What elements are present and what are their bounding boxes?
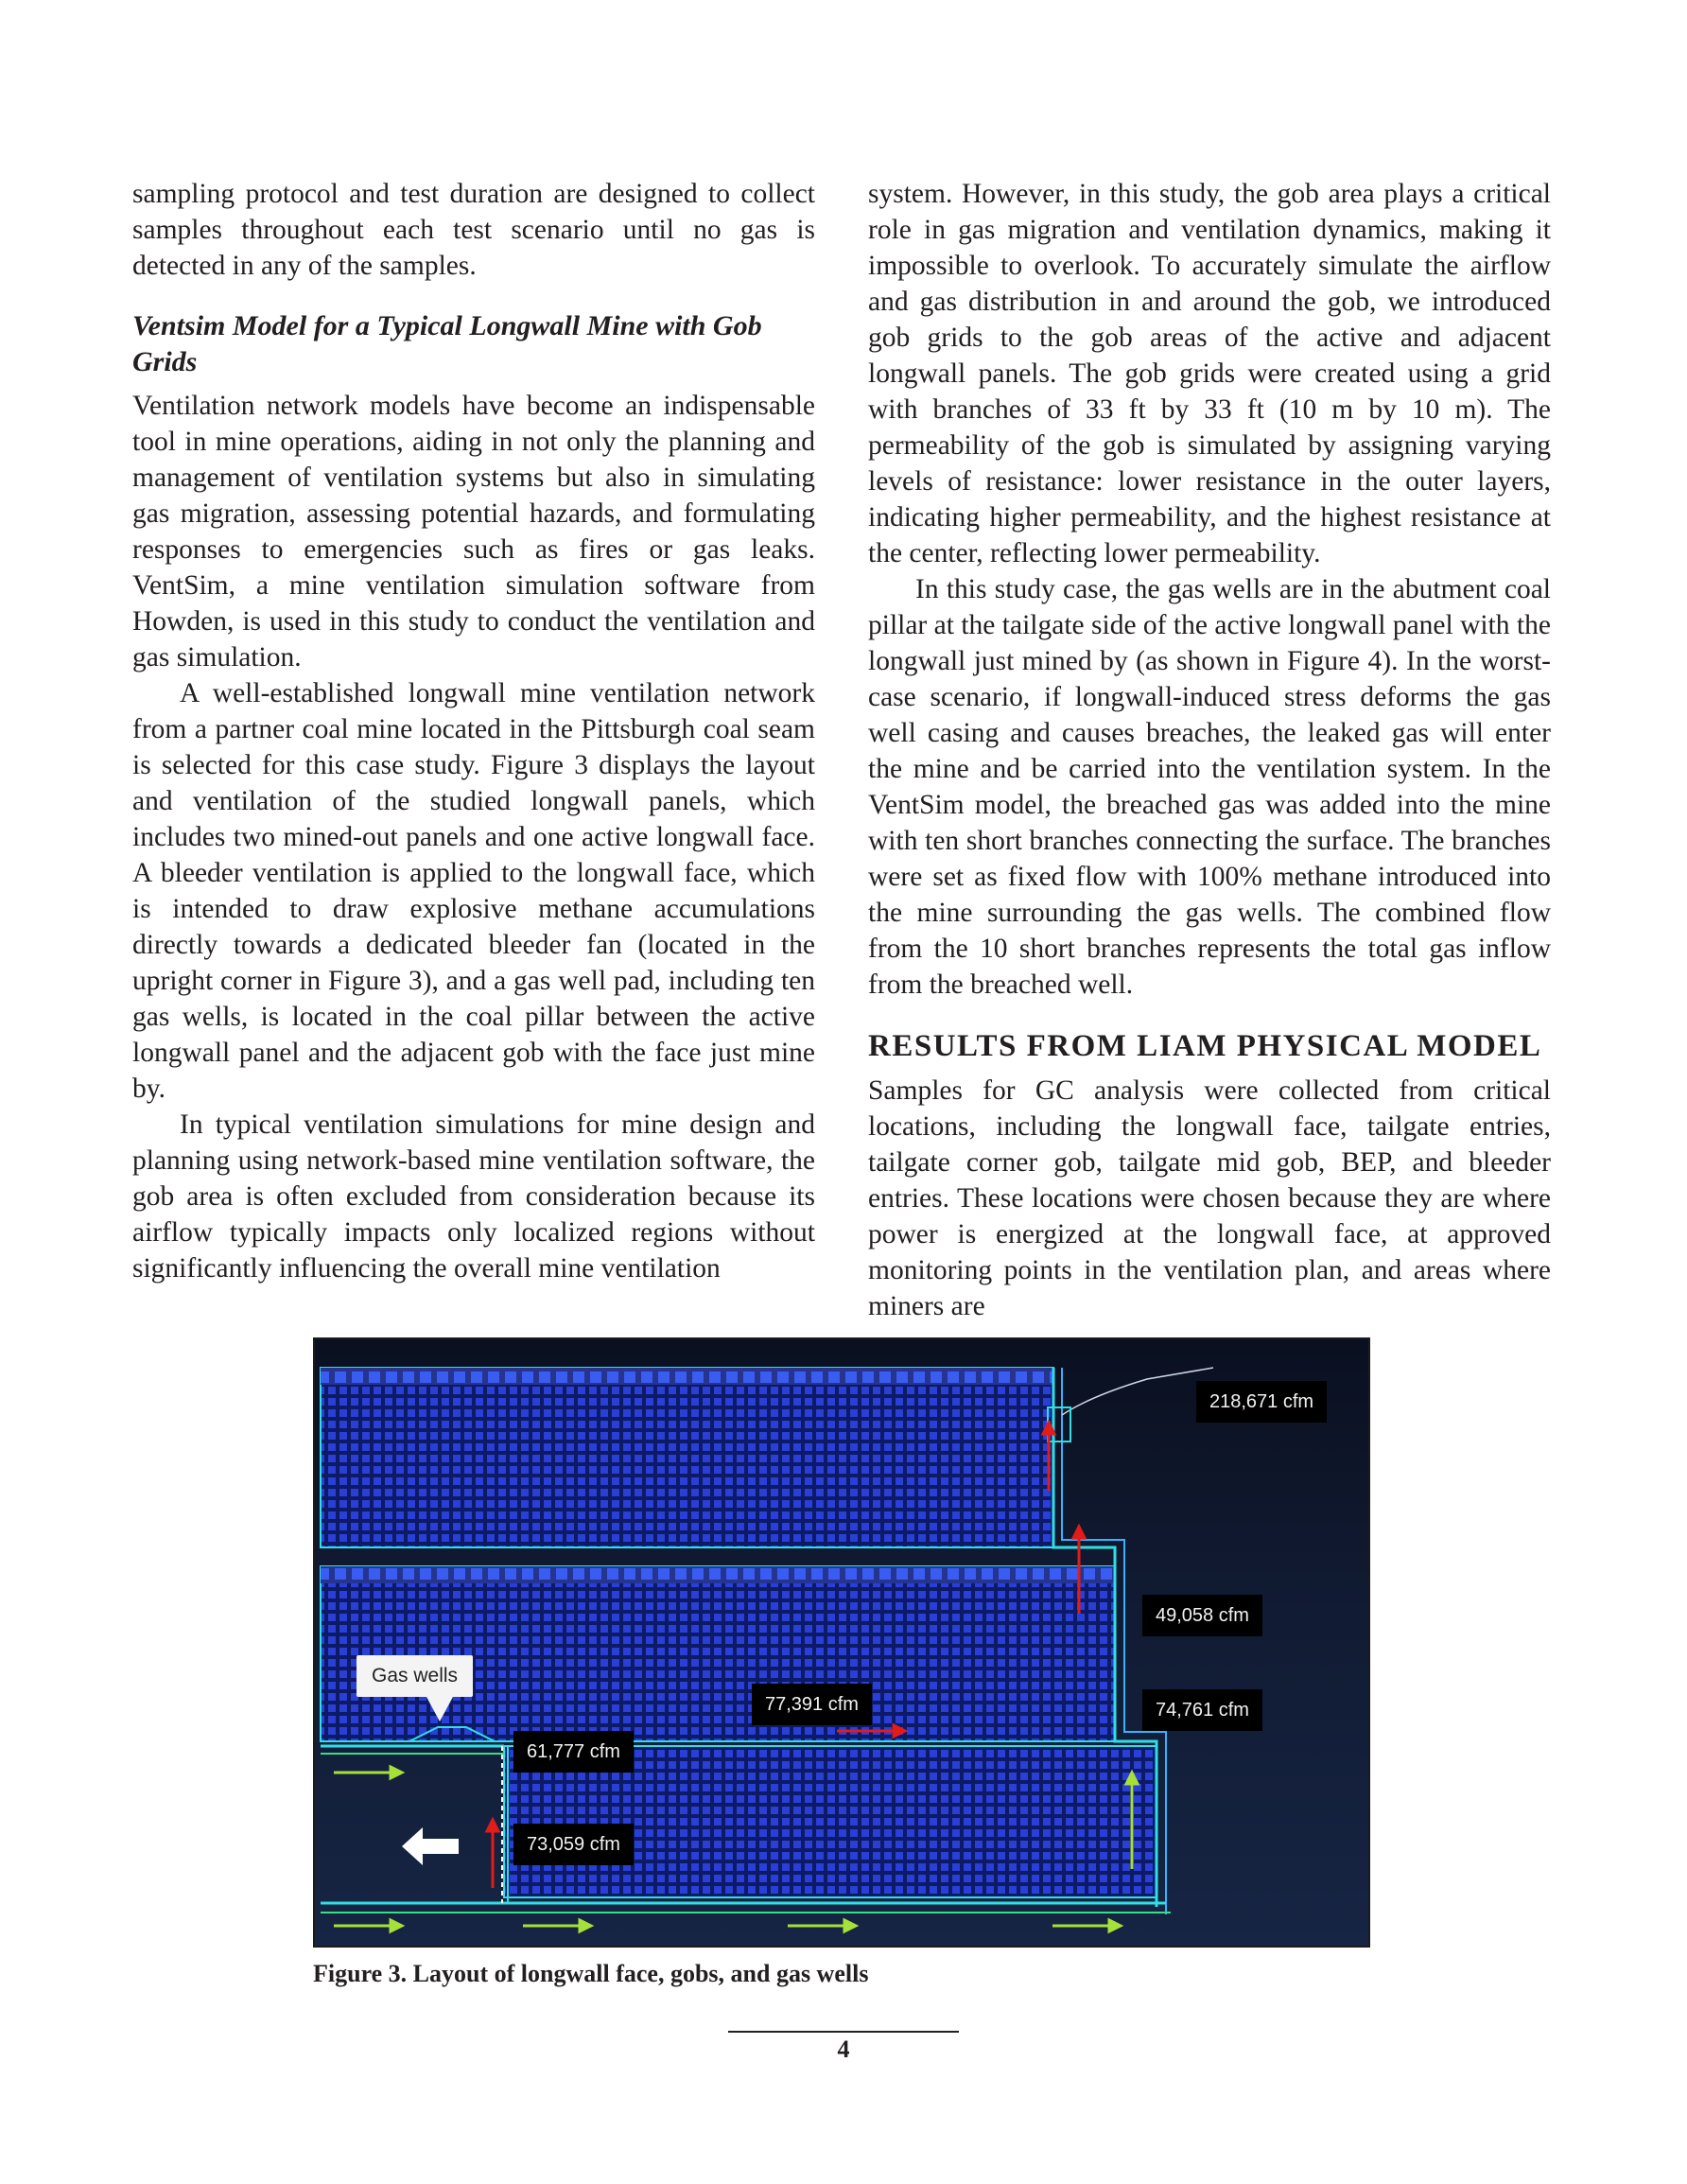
flow-label-return: 74,761 cfm: [1142, 1689, 1262, 1731]
figure-3-ventsim-layout: [313, 1337, 1370, 1948]
flow-label-tailgate-lower: 73,059 cfm: [513, 1824, 634, 1865]
fan-shaft-line: [1062, 1368, 1213, 1415]
paragraph: Samples for GC analysis were collected from critical locations, including the longwall face, tailgate entries, tailgate corner gob, tailgate mid gob, BEP, and bleeder entries. These locations were chosen because they are where power is energized at the longwall face, at approved monitoring points in the ventilation plan, and areas where miners are: [868, 1075, 1551, 1321]
callout-pointer: [426, 1697, 453, 1721]
flow-label-fan: 218,671 cfm: [1196, 1381, 1327, 1423]
pillar-row-middle: [321, 1566, 1115, 1583]
paragraph: sampling protocol and test duration are designed to collect samples throughout each test scenario until no gas is detected in any of the samples.: [132, 179, 815, 281]
paragraph: system. However, in this study, the gob area plays a critical role in gas migration and ventilation dynamics, making it impossible to overlook. To accurately simulate the airflow and gas distribution in and around the gob, we introduced gob grids to the gob areas of the active and adjacent longwall panels. The gob grids were created using a grid with branches of 33 ft by 33 ft (10 m by 10 m). The permeability of the gob is simulated by assigning varying levels of resistance: lower resistance in the outer layers, indicating higher permeability, and the highest resistance at the center, reflecting lower permeability.: [868, 179, 1551, 568]
airflow-arrow: [1052, 1920, 1121, 1931]
airflow-arrow: [523, 1920, 591, 1931]
figure-caption: Figure 3. Layout of longwall face, gobs, and gas wells: [313, 1960, 869, 1987]
airflow-arrow: [788, 1920, 856, 1931]
right-column: [868, 176, 1551, 1324]
page-number: 4: [837, 2035, 850, 2063]
pillar-row-upper: [321, 1368, 1053, 1385]
airflow-arrow: [334, 1767, 402, 1778]
paragraph: Ventilation network models have become an indispensable tool in mine operations, aiding in not only the planning and management of ventilation systems but also in simulating gas migration, assessing potential hazards, and formulating responses to emergencies such as fires or gas leaks. VentSim, a mine ventilation simulation software from Howden, is used in this study to conduct the ventilation and gas simulation.: [132, 391, 815, 673]
face-advance-arrow: [402, 1827, 459, 1865]
paragraph: In this study case, the gas wells are in the abutment coal pillar at the tailgate side of the active longwall panel with the longwall just mined by (as shown in Figure 4). In the worst-case scenario, if longwall-induced stress deforms the gas well casing and causes breaches, the leaked gas will enter the mine and be carried into the ventilation system. In the VentSim model, the breached gas was added into the mine with ten short branches connecting the surface. The branches were set as fixed flow with 100% methane introduced into the mine surrounding the gas wells. The combined flow from the 10 short branches represents the total gas inflow from the breached well.: [868, 574, 1551, 1000]
gas-wells-callout: Gas wells: [357, 1655, 473, 1697]
section-subheading: Ventsim Model for a Typical Longwall Mine with Gob Grids: [132, 310, 762, 377]
flow-label-face: 77,391 cfm: [752, 1684, 872, 1725]
airflow-arrow: [334, 1920, 402, 1931]
page-number-rule: [728, 2031, 959, 2033]
gob-panel-upper: [321, 1368, 1053, 1547]
flow-label-tailgate-upper: 61,777 cfm: [513, 1731, 634, 1773]
ventsim-network-drawing: [315, 1339, 1368, 1946]
airflow-arrow-red: [487, 1820, 498, 1888]
section-heading: RESULTS FROM LIAM PHYSICAL MODEL: [868, 1029, 1542, 1063]
paragraph: In typical ventilation simulations for mine design and planning using network-based mine ventilation software, the gob area is often excluded from consideration because its airflow typically impacts only localized regions without significantly influencing the overall mine ventilation: [132, 1109, 815, 1284]
paragraph: A well-established longwall mine ventilation network from a partner coal mine located in the Pittsburgh coal seam is selected for this case study. Figure 3 displays the layout and ventilation of the studied longwall panels, which includes two mined-out panels and one active longwall face. A bleeder ventilation is applied to the longwall face, which is intended to draw explosive methane accumulations directly towards a dedicated bleeder fan (located in the upright corner in Figure 3), and a gas well pad, including ten gas wells, is located in the coal pillar between the active longwall panel and the adjacent gob with the face just mine by.: [132, 678, 815, 1104]
flow-label-bleeder: 49,058 cfm: [1142, 1595, 1262, 1636]
left-column: [132, 176, 815, 1286]
